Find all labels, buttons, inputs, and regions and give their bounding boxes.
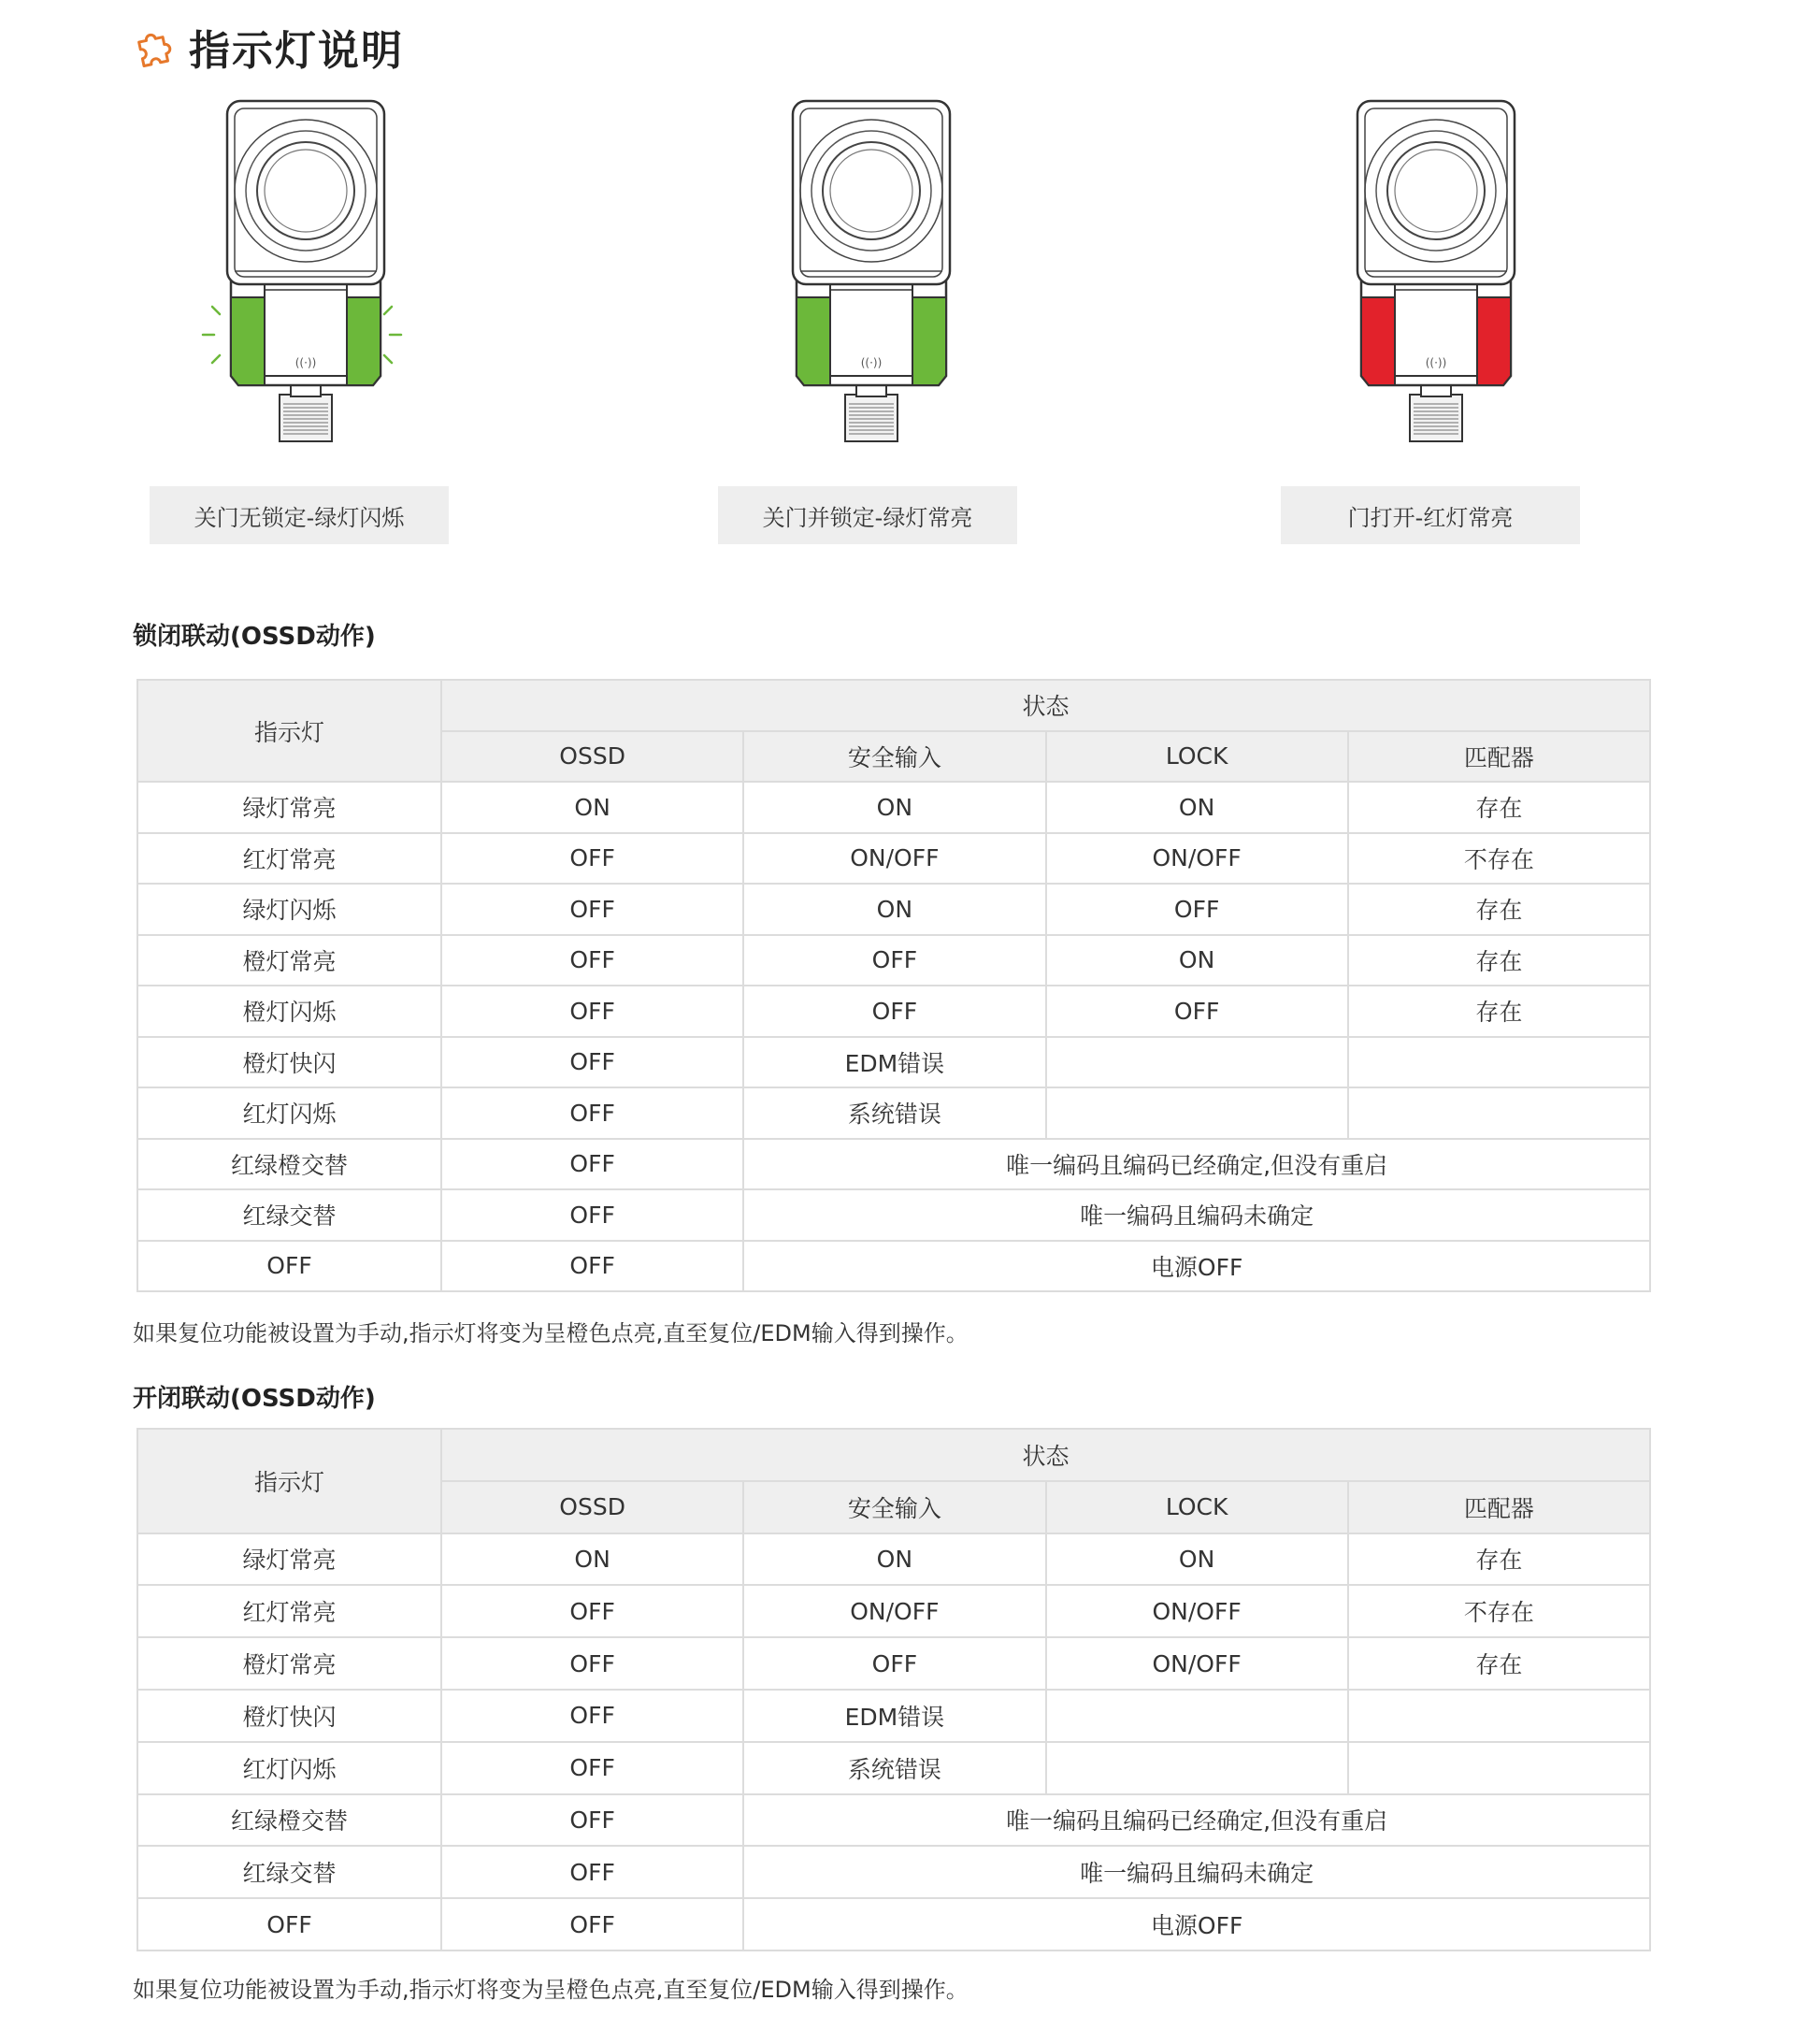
cell: 系统错误 [743,1087,1045,1139]
header-col: OSSD [441,1481,743,1533]
cell: OFF [441,1637,743,1690]
header-col: 安全输入 [743,731,1045,783]
cell: ON/OFF [1046,1637,1348,1690]
cell: 存在 [1348,884,1650,935]
table-row [137,1585,1650,1637]
cell: OFF [441,1898,743,1950]
indicator-caption: 关门无锁定-绿灯闪烁 [150,486,449,544]
table-note: 如果复位功能被设置为手动,指示灯将变为呈橙色点亮,直至复位/EDM输入得到操作。 [133,1977,969,2003]
cell: OFF [1046,986,1348,1037]
cell-merged: 唯一编码且编码已经确定,但没有重启 [743,1139,1650,1190]
cell: 存在 [1348,1637,1650,1690]
table-row [137,1742,1650,1794]
section-title-lock: 锁闭联动(OSSD动作) [133,623,376,651]
cell: 系统错误 [743,1742,1045,1794]
cell: ON [441,782,743,833]
table-row [137,884,1650,935]
section-title-door: 开闭联动(OSSD动作) [133,1385,376,1413]
cell: ON/OFF [1046,833,1348,885]
cell: ON [1046,782,1348,833]
header-col: LOCK [1046,731,1348,783]
cell: EDM错误 [743,1690,1045,1742]
cell: OFF [441,1087,743,1139]
cell: OFF [743,986,1045,1037]
cell-merged: 唯一编码且编码已经确定,但没有重启 [743,1794,1650,1847]
table-row [137,1087,1650,1139]
header-col: 安全输入 [743,1481,1045,1533]
cell: OFF [743,1637,1045,1690]
table-row [137,1794,1650,1847]
table-row [137,1690,1650,1742]
row-indicator: 红灯闪烁 [137,1742,441,1794]
cell: OFF [441,1585,743,1637]
row-indicator: 红绿橙交替 [137,1139,441,1190]
cell [1046,1037,1348,1088]
row-indicator: 橙灯快闪 [137,1037,441,1088]
cell [1348,1037,1650,1088]
table-note: 如果复位功能被设置为手动,指示灯将变为呈橙色点亮,直至复位/EDM输入得到操作。 [133,1320,969,1346]
cell: ON [441,1533,743,1586]
svg-text:((·)): ((·)) [1425,356,1447,369]
cell: ON [743,884,1045,935]
header-state: 状态 [441,680,1650,731]
header-state: 状态 [441,1429,1650,1481]
table-door-interlock [136,1428,1651,1951]
row-indicator: 绿灯常亮 [137,782,441,833]
cell: OFF [441,1690,743,1742]
cell: 不存在 [1348,1585,1650,1637]
table-row [137,1037,1650,1088]
row-indicator: 红绿交替 [137,1189,441,1241]
indicator-caption: 门打开-红灯常亮 [1281,486,1580,544]
puzzle-logo-icon [133,26,174,67]
cell: OFF [441,1037,743,1088]
device-green-steady [755,94,980,458]
header-indicator: 指示灯 [137,680,441,782]
page-header [133,19,404,75]
cell [1348,1742,1650,1794]
row-indicator: 绿灯闪烁 [137,884,441,935]
row-indicator: OFF [137,1898,441,1950]
row-indicator: 红灯常亮 [137,1585,441,1637]
table-row [137,1637,1650,1690]
cell: OFF [441,1189,743,1241]
cell: ON/OFF [743,1585,1045,1637]
cell: OFF [1046,884,1348,935]
table-row [137,833,1650,885]
row-indicator: OFF [137,1241,441,1292]
cell-merged: 唯一编码且编码未确定 [743,1846,1650,1898]
cell [1046,1690,1348,1742]
header-col: OSSD [441,731,743,783]
cell [1348,1690,1650,1742]
row-indicator: 橙灯常亮 [137,935,441,986]
cell: ON/OFF [743,833,1045,885]
header-col: 匹配器 [1348,1481,1650,1533]
cell: OFF [441,1139,743,1190]
cell: OFF [441,1241,743,1292]
table-row [137,1189,1650,1241]
cell: OFF [441,1846,743,1898]
cell: OFF [743,935,1045,986]
row-indicator: 红绿交替 [137,1846,441,1898]
cell-merged: 唯一编码且编码未确定 [743,1189,1650,1241]
table-row [137,986,1650,1037]
svg-text:((·)): ((·)) [860,356,883,369]
cell-merged: 电源OFF [743,1898,1650,1950]
row-indicator: 绿灯常亮 [137,1533,441,1586]
table-row [137,1241,1650,1292]
header-col: LOCK [1046,1481,1348,1533]
row-indicator: 橙灯常亮 [137,1637,441,1690]
cell: ON [1046,1533,1348,1586]
header-indicator: 指示灯 [137,1429,441,1533]
cell [1046,1742,1348,1794]
row-indicator: 红灯闪烁 [137,1087,441,1139]
cell: 存在 [1348,935,1650,986]
page-title: 指示灯说明 [189,27,404,75]
cell: OFF [441,986,743,1037]
row-indicator: 红灯常亮 [137,833,441,885]
cell: OFF [441,884,743,935]
row-indicator: 红绿橙交替 [137,1794,441,1847]
table-row [137,1139,1650,1190]
cell: 不存在 [1348,833,1650,885]
table-row [137,782,1650,833]
cell: ON [743,782,1045,833]
row-indicator: 橙灯闪烁 [137,986,441,1037]
cell: 存在 [1348,1533,1650,1586]
cell: OFF [441,935,743,986]
row-indicator: 橙灯快闪 [137,1690,441,1742]
cell [1046,1087,1348,1139]
device-red-steady [1320,94,1544,458]
table-row [137,1846,1650,1898]
cell: 存在 [1348,782,1650,833]
cell: ON [1046,935,1348,986]
table-row [137,1898,1650,1950]
cell: OFF [441,1742,743,1794]
cell [1348,1087,1650,1139]
cell: OFF [441,1794,743,1847]
cell: EDM错误 [743,1037,1045,1088]
cell-merged: 电源OFF [743,1241,1650,1292]
table-row [137,1533,1650,1586]
svg-text:((·)): ((·)) [294,356,317,369]
cell: OFF [441,833,743,885]
device-green-blinking [190,94,414,458]
header-col: 匹配器 [1348,731,1650,783]
table-lock-interlock [136,679,1651,1292]
indicator-caption: 关门并锁定-绿灯常亮 [718,486,1017,544]
cell: ON/OFF [1046,1585,1348,1637]
cell: 存在 [1348,986,1650,1037]
cell: ON [743,1533,1045,1586]
table-row [137,935,1650,986]
